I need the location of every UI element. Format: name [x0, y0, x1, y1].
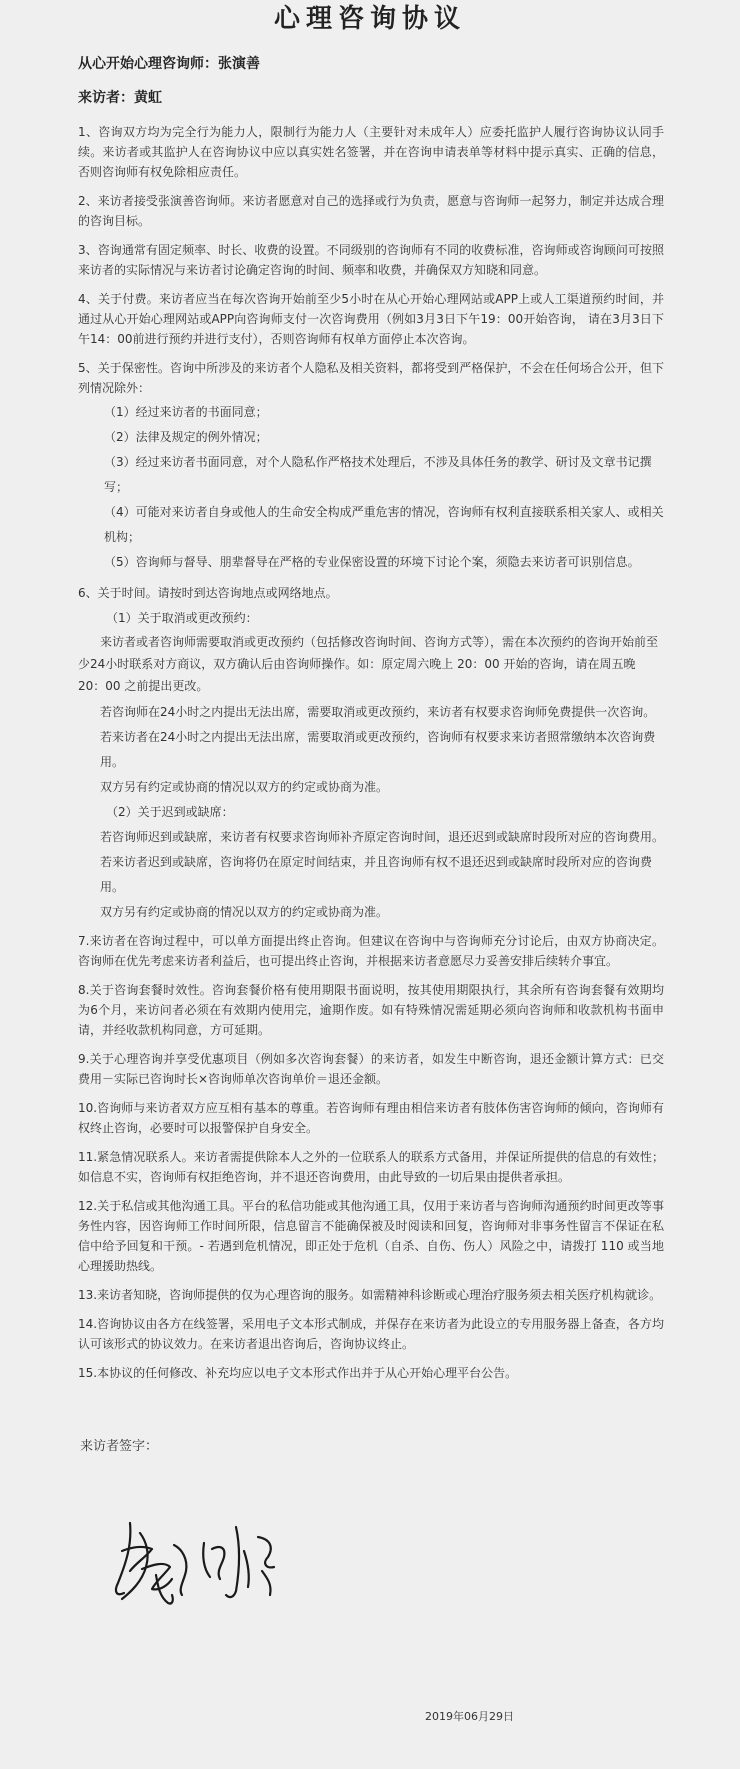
clause-6-sub1-p4: 双方另有约定或协商的情况以双方的约定或协商为准。 — [100, 780, 389, 794]
clause-6-sub1-heading: （1）关于取消或更改预约： — [106, 611, 258, 625]
clause-13: 13.来访者知晓，咨询师提供的仅为心理咨询的服务。如需精神科诊断或心理治疗服务须去相关医疗机构就诊。 — [78, 1288, 662, 1302]
list-item: （1）经过来访者的书面同意； — [104, 405, 268, 419]
clause-6-sub2-p2: 若来访者迟到或缺席，咨询将仍在原定时间结束，并且咨询师有权不退还迟到或缺席时段所对应的咨询费用。 — [100, 855, 653, 894]
agreement-body — [0, 36, 740, 1383]
handwritten-signature — [112, 1505, 312, 1625]
clause-6-sub2-p3: 双方另有约定或协商的情况以双方的约定或协商为准。 — [100, 905, 389, 919]
clause-6-sub1-body: 来访者或者咨询师需要取消或更改预约（包括修改咨询时间、咨询方式等），需在本次预约的咨询开始前至少24小时联系对方商议，双方确认后由咨询师操作。如：原定周六晚上 20：00 开始的咨询，请在周五晚 20：00 之前提出更改。 — [78, 635, 659, 693]
signature-label: 来访者签字： — [80, 1439, 159, 1454]
clause-6-heading: 6、关于时间。请按时到达咨询地点或网络地点。 — [78, 586, 338, 600]
clause-12: 12.关于私信或其他沟通工具。平台的私信功能或其他沟通工具，仅用于来访者与咨询师沟通预约时间更改等事务性内容，因咨询师工作时间所限，信息留言不能确保被及时阅读和回复，咨询师对非事务性留言不保证在私信中给予回复和干预。- 若遇到危机情况，即正处于危机（自杀、自伤、伤人）风险之中，请拨打 110 或当地心理援助热线。 — [78, 1199, 664, 1273]
clause-15: 15.本协议的任何修改、补充均应以电子文本形式作出并于从心开始心理平台公告。 — [78, 1366, 518, 1380]
signature-strokes — [112, 1505, 312, 1625]
clause-8: 8.关于咨询套餐时效性。咨询套餐价格有使用期限书面说明，按其使用期限执行，其余所有咨询套餐有效期均为6个月，来访问者必须在有效期内使用完，逾期作废。如有特殊情况需延期必须向咨询师和收款机构书面申请，并经收款机构同意，方可延期。 — [78, 983, 664, 1037]
clause-9: 9.关于心理咨询并享受优惠项目（例如多次咨询套餐）的来访者，如发生中断咨询，退还金额计算方式：已交费用－实际已咨询时长×咨询师单次咨询单价＝退还金额。 — [78, 1052, 664, 1086]
clause-7: 7.来访者在咨询过程中，可以单方面提出终止咨询。但建议在咨询中与咨询师充分讨论后，由双方协商决定。咨询师在优先考虑来访者利益后，也可提出终止咨询，并根据来访者意愿尽力妥善安排后续转介事宜。 — [78, 934, 664, 968]
clause-2: 2、来访者接受张演善咨询师。来访者愿意对自己的选择或行为负责，愿意与咨询师一起努力，制定并达成合理的咨询目标。 — [78, 194, 664, 228]
clause-3: 3、咨询通常有固定频率、时长、收费的设置。不同级别的咨询师有不同的收费标准，咨询师或咨询顾问可按照来访者的实际情况与来访者讨论确定咨询的时间、频率和收费，并确保双方知晓和同意。 — [78, 243, 664, 277]
clause-6-sub1-p2: 若咨询师在24小时之内提出无法出席，需要取消或更改预约，来访者有权要求咨询师免费提供一次咨询。 — [100, 705, 656, 719]
list-item: （2）法律及规定的例外情况； — [104, 430, 268, 444]
clause-4: 4、关于付费。来访者应当在每次咨询开始前至少5小时在从心开始心理网站或APP上或人工渠道预约时间，并通过从心开始心理网站或APP向咨询师支付一次咨询费用（例如3月3日下午19：00开始咨询， 请在3月3日下午14：00前进行预约并进行支付），否则咨询师有权单方面停止本次咨询。 — [78, 292, 664, 346]
signing-date: 2019年06月29日 — [425, 1710, 514, 1723]
clause-11: 11.紧急情况联系人。来访者需提供除本人之外的一位联系人的联系方式备用，并保证所提供的信息的有效性；如信息不实，咨询师有权拒绝咨询，并不退还咨询费用，由此导致的一切后果由提供者承担。 — [78, 1150, 664, 1184]
clause-10: 10.咨询师与来访者双方应互相有基本的尊重。若咨询师有理由相信来访者有肢体伤害咨询师的倾向，咨询师有权终止咨询，必要时可以报警保护自身安全。 — [78, 1101, 664, 1135]
list-item: （4）可能对来访者自身或他人的生命安全构成严重危害的情况，咨询师有权利直接联系相关家人、或相关机构； — [104, 505, 664, 544]
clause-6-sub2-p1: 若咨询师迟到或缺席，来访者有权要求咨询师补齐原定咨询时间，退还迟到或缺席时段所对应的咨询费用。 — [100, 830, 665, 844]
list-item: （5）咨询师与督导、朋辈督导在严格的专业保密设置的环境下讨论个案，须隐去来访者可识别信息。 — [104, 555, 640, 569]
document-title: 心理咨询协议 — [273, 4, 466, 34]
visitor-line: 来访者：黄虹 — [78, 90, 162, 106]
clause-1: 1、咨询双方均为完全行为能力人，限制行为能力人（主要针对未成年人）应委托监护人履行咨询协议认同手续。来访者或其监护人在咨询协议中应以真实姓名签署，并在咨询申请表单等材料中提示真实、正确的信息，否则咨询师有权免除相应责任。 — [78, 125, 664, 179]
clause-6-sub1-p3: 若来访者在24小时之内提出无法出席，需要取消或更改预约，咨询师有权要求来访者照常缴纳本次咨询费用。 — [100, 730, 656, 769]
clause-6-sub2-heading: （2）关于迟到或缺席： — [106, 805, 234, 819]
clause-14: 14.咨询协议由各方在线签署，采用电子文本形式制成，并保存在来访者为此设立的专用服务器上备查，各方均认可该形式的协议效力。在来访者退出咨询后，咨询协议终止。 — [78, 1317, 664, 1351]
clause-6 — [78, 581, 664, 925]
confidentiality-exceptions-list — [104, 400, 664, 575]
list-item: （3）经过来访者书面同意，对个人隐私作严格技术处理后，不涉及具体任务的教学、研讨及文章书记撰写； — [104, 455, 652, 494]
clause-5: 5、关于保密性。咨询中所涉及的来访者个人隐私及相关资料，都将受到严格保护，不会在任何场合公开，但下列情况除外： — [78, 361, 664, 395]
counselor-line: 从心开始心理咨询师：张演善 — [78, 56, 260, 72]
